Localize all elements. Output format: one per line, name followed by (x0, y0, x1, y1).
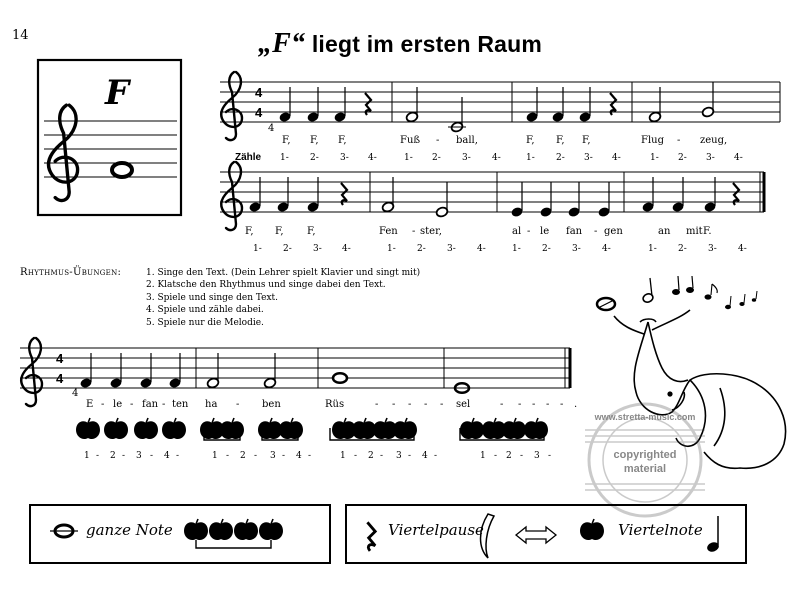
lyric-syllable: - (424, 399, 428, 410)
lyric-syllable: F, (338, 135, 347, 146)
finger-number: 4 (268, 123, 275, 134)
count-beat: 4- (602, 244, 611, 254)
f-whole-note (112, 163, 132, 177)
count-beat: 2- (556, 153, 565, 163)
count-beat: 2- (432, 153, 441, 163)
lyric-syllable: ben (262, 399, 281, 410)
lyric-syllable: le (113, 399, 123, 410)
count-beat: - (494, 451, 498, 461)
lyric-syllable: F, (526, 135, 535, 146)
lyric-syllable: - (560, 399, 564, 410)
lyric-syllable: ten (172, 399, 189, 410)
count-beat: 1- (404, 153, 413, 163)
lyric-syllable: gen (604, 226, 623, 237)
lyric-syllable: al (512, 226, 522, 237)
lyric-syllable: - (518, 399, 522, 410)
count-beat: 4 (422, 451, 428, 461)
apple-icon (134, 418, 158, 439)
apple-icon (162, 418, 186, 439)
count-beat: - (176, 451, 180, 461)
count-beat: 1 (212, 451, 218, 461)
count-beat: 3- (708, 244, 717, 254)
count-beat: - (434, 451, 438, 461)
staff1-timesig-top: 4 (255, 85, 263, 100)
count-beat: 1- (650, 153, 659, 163)
lyric-syllable: mit (686, 226, 703, 237)
count-beat: 1- (253, 244, 262, 254)
count-beat: - (308, 451, 312, 461)
count-beat: - (150, 451, 154, 461)
count-beat: 1- (648, 244, 657, 254)
lyric-syllable: F. (703, 226, 712, 237)
lyric-syllable: Fen (379, 226, 398, 237)
rhythm-step: 1. Singe den Text. (Dein Lehrer spielt Klavier und singt mit) (146, 268, 421, 278)
lyric-syllable: - (436, 135, 440, 146)
staff-3 (20, 348, 570, 388)
count-beat: 2- (678, 153, 687, 163)
count-beat: - (122, 451, 126, 461)
lyric-syllable: - (162, 399, 166, 410)
title-quote-close: “ (291, 28, 306, 59)
lyric-syllable: fan (142, 399, 159, 410)
lyric-syllable: - (412, 226, 416, 237)
double-arrow-icon (516, 527, 556, 543)
lyric-syllable: ha (205, 399, 218, 410)
lyric-syllable: F, (275, 226, 284, 237)
watermark-line2: copyrighted (613, 449, 677, 461)
legend-quarter-note-label: Viertelnote (618, 521, 703, 539)
lyric-syllable: - (677, 135, 681, 146)
lyric-syllable: - (527, 226, 531, 237)
watermark-line1: www.stretta-music.com (594, 412, 696, 422)
legend-quarter-rest-label: Viertelpause (388, 521, 484, 539)
count-beat: 3 (534, 451, 540, 461)
count-beat: - (226, 451, 230, 461)
apple-icon (279, 418, 303, 439)
apple-icon (502, 418, 526, 439)
count-beat: 3- (462, 153, 471, 163)
count-beat: 2 (240, 451, 246, 461)
count-beat: 4- (492, 153, 501, 163)
title-text: liegt im ersten Raum (305, 31, 543, 57)
title-quote-open: „ (257, 28, 273, 59)
staff3-timesig-top: 4 (56, 351, 64, 366)
lyric-syllable: - (500, 399, 504, 410)
apple-icon (104, 418, 128, 439)
count-beat: 1- (512, 244, 521, 254)
count-beat: 4- (734, 153, 743, 163)
count-beat: 4 (164, 451, 170, 461)
legend-box-left (30, 505, 330, 563)
lyric-syllable: - (408, 399, 412, 410)
count-beat: 2 (110, 451, 116, 461)
rhythm-step: 2. Klatsche den Rhythmus und singe dabei den Text. (146, 280, 386, 291)
count-beat: 2 (506, 451, 512, 461)
count-beat: 4- (738, 244, 747, 254)
lyric-syllable: F, (282, 135, 291, 146)
count-beat: 4- (342, 244, 351, 254)
apple-icon (460, 418, 484, 439)
count-beat: 4 (296, 451, 302, 461)
count-beat: 2 (368, 451, 374, 461)
lyric-syllable: zeug, (700, 135, 728, 146)
count-beat: - (380, 451, 384, 461)
page-number: 14 (12, 28, 29, 43)
lyric-syllable: ster, (420, 226, 442, 237)
count-beat: 1- (387, 244, 396, 254)
count-beat: 3- (706, 153, 715, 163)
lyric-syllable: le (540, 226, 550, 237)
count-beat: 3 (136, 451, 142, 461)
count-beat: 2- (283, 244, 292, 254)
count-beat: 3- (447, 244, 456, 254)
lyric-syllable: - (594, 226, 598, 237)
lyric-syllable: an (658, 226, 671, 237)
count-beat: 3 (270, 451, 276, 461)
count-beat: 3- (572, 244, 581, 254)
count-beat: 1- (280, 153, 289, 163)
lyric-syllable: - (546, 399, 550, 410)
count-beat: 1 (480, 451, 486, 461)
staff-1 (220, 82, 780, 122)
count-label: Zähle (235, 152, 262, 163)
staff3-timesig-bottom: 4 (56, 371, 64, 386)
staff1-timesig-bottom: 4 (255, 105, 263, 120)
count-beat: 1 (84, 451, 90, 461)
legend-whole-note-label: ganze Note (86, 521, 173, 539)
note-box-letter: F (105, 73, 130, 113)
count-beat: 2- (310, 153, 319, 163)
lyric-syllable: - (130, 399, 134, 410)
lyric-syllable: - (236, 399, 240, 410)
apple-icon (352, 418, 376, 439)
lyric-syllable: Rüs (325, 399, 345, 410)
lyric-syllable: - (101, 399, 105, 410)
count-beat: 3- (340, 153, 349, 163)
count-beat: 4- (477, 244, 486, 254)
count-beat: 1- (526, 153, 535, 163)
rhythm-step: 3. Spiele und singe den Text. (146, 292, 279, 303)
count-beat: 4- (612, 153, 621, 163)
title-letter: F (272, 28, 292, 59)
apple-icon (76, 418, 100, 439)
whole-note (333, 373, 347, 383)
lyric-syllable: - (392, 399, 396, 410)
rhythm-step: 4. Spiele und zähle dabei. (146, 305, 264, 316)
lyric-syllable: Fuß (400, 135, 421, 146)
lyric-syllable: Flug (641, 135, 664, 146)
count-beat: 4- (368, 153, 377, 163)
quarter-rest-icon (367, 522, 375, 551)
finger-number: 4 (72, 388, 79, 399)
lyric-syllable: ball, (456, 135, 478, 146)
lyric-syllable: - (375, 399, 379, 410)
count-beat: - (96, 451, 100, 461)
count-beat: 3- (584, 153, 593, 163)
count-beat: 2- (678, 244, 687, 254)
rhythm-label: Rhythmus-Übungen: (20, 267, 122, 278)
watermark-line3: material (623, 463, 667, 475)
lyric-syllable: F, (310, 135, 319, 146)
lyric-syllable: . (574, 399, 578, 410)
count-beat: - (408, 451, 412, 461)
lyric-syllable: F, (556, 135, 565, 146)
lyric-syllable: sel (456, 399, 471, 410)
count-beat: 3- (313, 244, 322, 254)
count-beat: - (520, 451, 524, 461)
lyric-syllable: - (532, 399, 536, 410)
count-beat: 2- (542, 244, 551, 254)
lyric-syllable: fan (566, 226, 583, 237)
count-beat: - (282, 451, 286, 461)
count-beat: 1 (340, 451, 346, 461)
lyric-syllable: E (86, 399, 94, 410)
rhythm-step: 5. Spiele nur die Melodie. (146, 317, 264, 328)
rhythm-instructions (146, 267, 420, 329)
count-beat: - (354, 451, 358, 461)
lyric-syllable: F, (245, 226, 254, 237)
count-beat: 2- (417, 244, 426, 254)
count-beat: 3 (396, 451, 402, 461)
count-beat: - (254, 451, 258, 461)
lyric-syllable: - (440, 399, 444, 410)
lyric-syllable: F, (307, 226, 316, 237)
lyric-syllable: F, (582, 135, 591, 146)
count-beat: - (548, 451, 552, 461)
